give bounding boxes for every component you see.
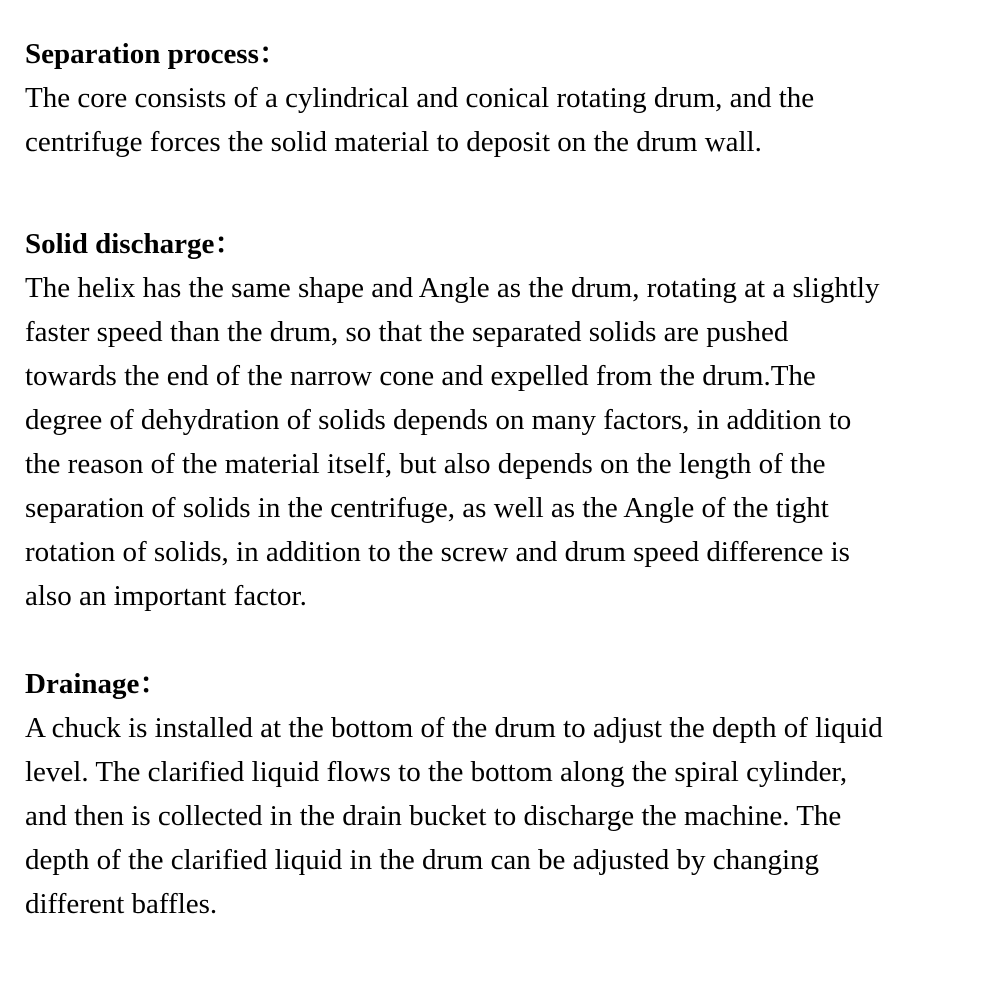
section-separation-process bbox=[25, 32, 980, 164]
body-line: faster speed than the drum, so that the separated solids are pushed bbox=[25, 316, 789, 348]
section-heading: Separation process： bbox=[25, 38, 288, 70]
section-heading: Solid discharge： bbox=[25, 228, 244, 260]
body-line: the reason of the material itself, but also depends on the length of the bbox=[25, 448, 826, 480]
body-line: depth of the clarified liquid in the drum can be adjusted by changing bbox=[25, 844, 820, 876]
section-body bbox=[25, 76, 980, 164]
body-line: The core consists of a cylindrical and conical rotating drum, and the bbox=[25, 82, 815, 114]
body-line: A chuck is installed at the bottom of the drum to adjust the depth of liquid bbox=[25, 712, 883, 744]
section-drainage bbox=[25, 662, 980, 926]
body-line: separation of solids in the centrifuge, as well as the Angle of the tight bbox=[25, 492, 829, 524]
body-line: and then is collected in the drain bucket to discharge the machine. The bbox=[25, 800, 842, 832]
body-line: towards the end of the narrow cone and expelled from the drum.The bbox=[25, 360, 816, 392]
section-heading: Drainage： bbox=[25, 668, 169, 700]
section-solid-discharge bbox=[25, 222, 980, 618]
body-line: The helix has the same shape and Angle as the drum, rotating at a slightly bbox=[25, 272, 880, 304]
body-line: different baffles. bbox=[25, 888, 218, 920]
body-line: level. The clarified liquid flows to the bottom along the spiral cylinder, bbox=[25, 756, 848, 788]
body-line: degree of dehydration of solids depends on many factors, in addition to bbox=[25, 404, 852, 436]
body-line: rotation of solids, in addition to the screw and drum speed difference is bbox=[25, 536, 850, 568]
section-body bbox=[25, 706, 980, 926]
body-line: also an important factor. bbox=[25, 580, 307, 612]
section-body bbox=[25, 266, 980, 618]
body-line: centrifuge forces the solid material to deposit on the drum wall. bbox=[25, 126, 762, 158]
